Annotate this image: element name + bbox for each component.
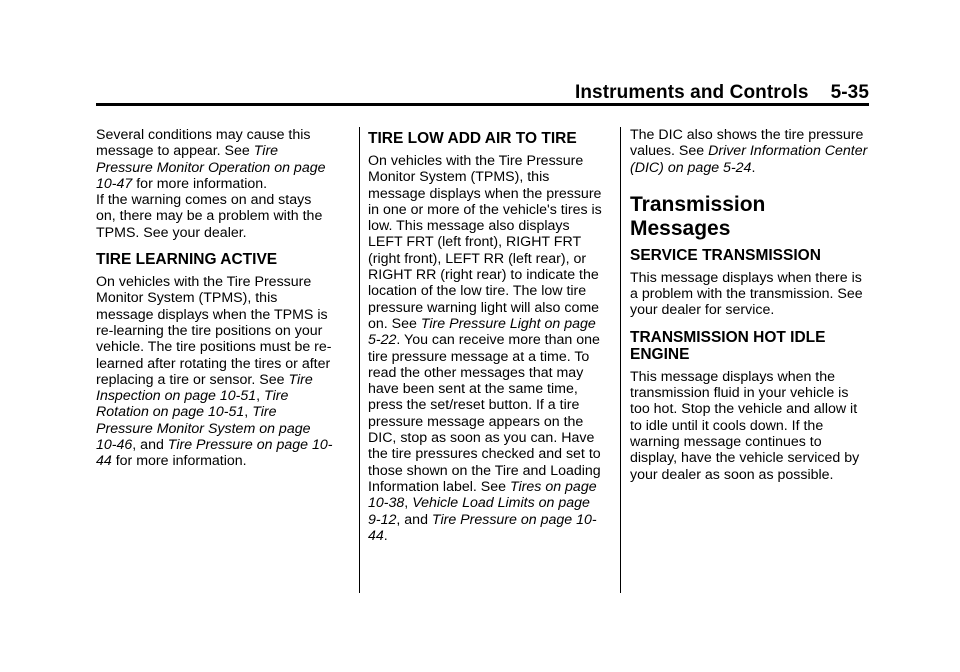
cross-reference[interactable]: Tire Inspection on page 10-51 bbox=[96, 371, 313, 405]
cross-reference[interactable]: Tire Pressure on page 10-44 bbox=[368, 511, 597, 544]
heading-transmission-hot: TRANSMISSION HOT IDLE ENGINE bbox=[630, 328, 826, 363]
paragraph-conditions bbox=[96, 127, 334, 192]
cross-reference[interactable]: Vehicle Load Limits on page 9-12 bbox=[368, 495, 590, 528]
section-title: Instruments and Controls bbox=[574, 82, 809, 103]
cross-reference[interactable]: Tire Pressure on page 10-44 bbox=[96, 437, 333, 470]
cross-reference[interactable]: Tires on page 10-38 bbox=[368, 478, 597, 512]
text: On vehicles with the Tire Pressure Monitor System (TPMS), this message displays when the pressure in one or more of the vehicle's tires is low. This message also displays LEFT FRT (left front), RIGHT FRT (right front), LEFT RR (left rear), or RIGHT RR (right rear) to indicate the location of the low tire. The low tire pressure warning light will also come on. See bbox=[368, 153, 602, 332]
paragraph-tire-low bbox=[368, 153, 606, 544]
text: . bbox=[383, 527, 388, 544]
page-header bbox=[96, 80, 869, 104]
cross-reference[interactable]: Driver Information Center (DIC) on page 5-24 bbox=[630, 143, 868, 176]
heading-service-transmission: SERVICE TRANSMISSION bbox=[630, 246, 821, 264]
paragraph-transmission-hot: This message displays when the transmission fluid in your vehicle is too hot. Stop the vehicle and allow it to idle until it cools down. If the warning message continues to display, have the vehicle serviced by your dealer as soon as possible. bbox=[630, 368, 860, 483]
text: , bbox=[256, 388, 265, 405]
paragraph-dic-pressure bbox=[630, 127, 868, 176]
text: , bbox=[404, 495, 413, 512]
heading-tire-learning-active: TIRE LEARNING ACTIVE bbox=[96, 251, 278, 269]
cross-reference[interactable]: Tire Rotation on page 10-51 bbox=[96, 388, 289, 421]
cross-reference[interactable]: Tire Pressure Light on page 5-22 bbox=[368, 315, 596, 349]
paragraph-tire-learning bbox=[96, 274, 334, 470]
heading-tire-low-add-air: TIRE LOW ADD AIR TO TIRE bbox=[368, 130, 577, 147]
cross-reference[interactable]: Tire Pressure Monitor Operation on page 10-47 bbox=[96, 143, 326, 192]
heading-transmission-messages: Transmission Messages bbox=[630, 192, 766, 240]
text: , and bbox=[132, 437, 168, 454]
paragraph-service-transmission: This message displays when there is a problem with the transmission. See your dealer for service. bbox=[630, 269, 863, 319]
text: , bbox=[244, 404, 253, 421]
text: Several conditions may cause this message to appear. See bbox=[96, 127, 311, 160]
text: The DIC also shows the tire pressure values. See bbox=[630, 127, 864, 160]
column-2 bbox=[368, 127, 606, 544]
paragraph-warning: If the warning comes on and stays on, there may be a problem with the TPMS. See your dealer. bbox=[96, 192, 323, 241]
text: On vehicles with the Tire Pressure Monitor System (TPMS), this message displays when the TPMS is re-learning the tire positions on your vehicle. The tire positions must be re-learned after rotating the tires or after replacing a tire or sensor. See bbox=[96, 274, 332, 388]
text: . You can receive more than one tire pressure message at a time. To read the other messages that may have been sent at the same time, press the set/reset button. If a tire pressure message appears on the DIC, stop as soon as you can. Have the tire pressures checked and set to those shown on the Tire and Loading Information label. See bbox=[368, 332, 601, 495]
column-1 bbox=[96, 127, 334, 470]
text: , and bbox=[396, 511, 432, 528]
page-number: 5-35 bbox=[830, 82, 869, 103]
column-3 bbox=[630, 127, 868, 483]
header-rule bbox=[96, 103, 869, 106]
cross-reference[interactable]: Tire Pressure Monitor System on page 10-46 bbox=[96, 404, 311, 454]
text: . bbox=[751, 159, 756, 176]
text: for more information. bbox=[111, 453, 247, 470]
text: for more information. bbox=[132, 175, 268, 192]
column-divider-1 bbox=[359, 127, 360, 593]
column-divider-2 bbox=[620, 127, 621, 593]
